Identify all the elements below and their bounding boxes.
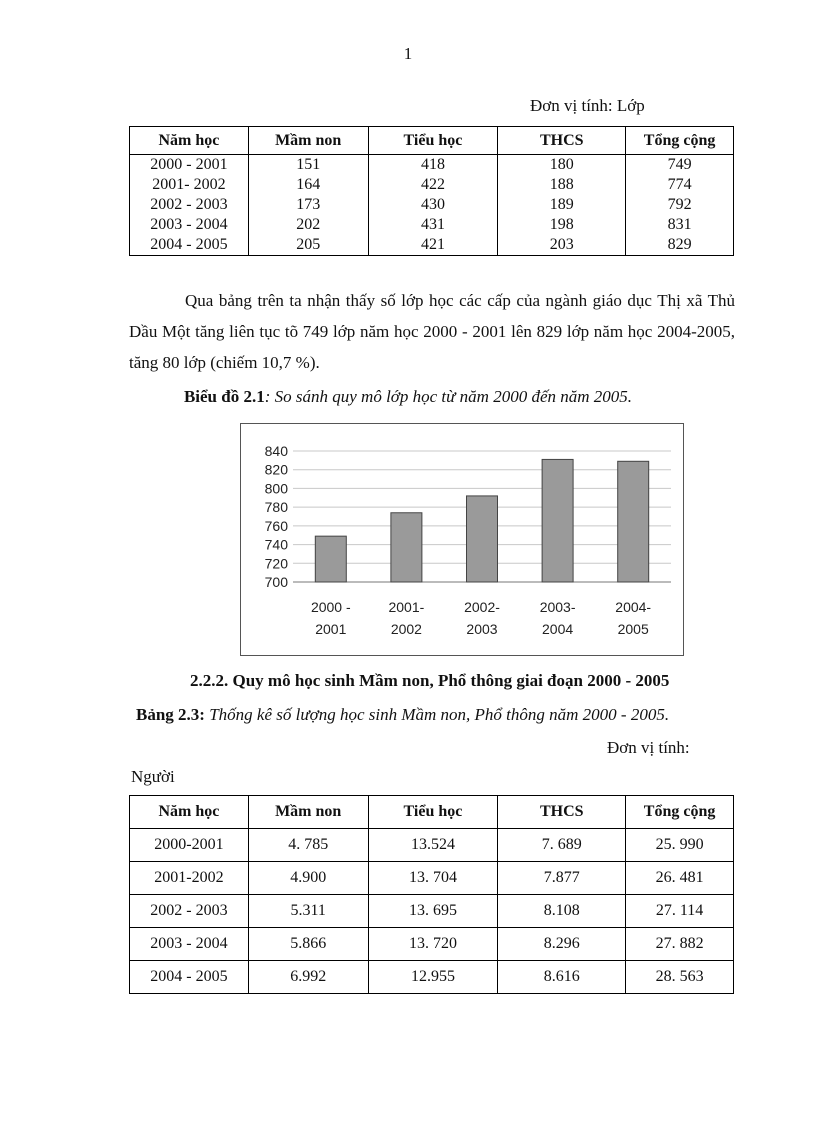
student-count-table (129, 795, 734, 994)
bar (467, 496, 498, 582)
table-cell: 5.311 (248, 895, 368, 928)
table2-caption-label: Bảng 2.3: (136, 705, 205, 724)
table-row (130, 961, 734, 994)
table-cell: 2003 - 2004 (130, 215, 249, 235)
x-tick-label: 2001 (315, 621, 347, 637)
table-row (130, 895, 734, 928)
bar (618, 461, 649, 582)
table-row (130, 175, 734, 195)
bar (315, 536, 346, 582)
section-title: 2.2.2. Quy mô học sinh Mầm non, Phổ thông giai đoạn 2000 - 2005 (190, 671, 670, 690)
table-cell: 189 (498, 195, 626, 215)
x-tick-label: 2005 (617, 621, 649, 637)
table-cell: 164 (248, 175, 368, 195)
table-cell: 12.955 (368, 961, 498, 994)
table-cell: 831 (626, 215, 734, 235)
y-tick-label: 840 (264, 443, 288, 459)
table-cell: 8.108 (498, 895, 626, 928)
table-cell: 151 (248, 155, 368, 176)
table-cell: 418 (368, 155, 498, 176)
column-header: Năm học (130, 796, 249, 829)
table-cell: 2001-2002 (130, 862, 249, 895)
table-cell: 28. 563 (626, 961, 734, 994)
table2-caption (136, 705, 669, 725)
table-cell: 7.877 (498, 862, 626, 895)
table-cell: 2000-2001 (130, 829, 249, 862)
x-tick-label: 2003- (539, 599, 576, 615)
y-tick-label: 820 (264, 461, 288, 478)
bar (542, 459, 573, 582)
table-row (130, 195, 734, 215)
column-header: Tiểu học (368, 127, 498, 155)
column-header: Tổng cộng (626, 127, 734, 155)
chart-caption (0, 387, 816, 407)
table-cell: 792 (626, 195, 734, 215)
table-cell: 422 (368, 175, 498, 195)
table2-unit: Đơn vị tính: (607, 738, 690, 757)
column-header: Năm học (130, 127, 249, 155)
column-header: THCS (498, 796, 626, 829)
x-tick-label: 2001- (388, 599, 425, 615)
table-cell: 2003 - 2004 (130, 928, 249, 961)
column-header: Tổng cộng (626, 796, 734, 829)
table-cell: 6.992 (248, 961, 368, 994)
table-cell: 5.866 (248, 928, 368, 961)
table-cell: 749 (626, 155, 734, 176)
table-cell: 203 (498, 235, 626, 256)
bar-chart-frame (240, 423, 684, 656)
table-cell: 421 (368, 235, 498, 256)
y-tick-label: 760 (264, 517, 288, 534)
table-row (130, 155, 734, 176)
table-cell: 198 (498, 215, 626, 235)
table-cell: 8.616 (498, 961, 626, 994)
table-cell: 2001- 2002 (130, 175, 249, 195)
paragraph-text: Qua bảng trên ta nhận thấy số lớp học các cấp của ngành giáo dục Thị xã Thủ Dầu Một tăng liên tục tõ 749 lớp năm học 2000 - 2001 lên 829 lớp năm học 2004-2005, tăng 80 lớp (chiếm 10,7 %). (129, 291, 735, 372)
y-tick-label: 720 (264, 555, 288, 572)
table-row (130, 235, 734, 256)
table-cell: 2002 - 2003 (130, 895, 249, 928)
table-header-row (130, 796, 734, 829)
column-header: Tiểu học (368, 796, 498, 829)
table-cell: 8.296 (498, 928, 626, 961)
table-cell: 829 (626, 235, 734, 256)
chart-caption-text: : So sánh quy mô lớp học từ năm 2000 đến năm 2005. (264, 387, 633, 406)
table-cell: 205 (248, 235, 368, 256)
column-header: THCS (498, 127, 626, 155)
table-row (130, 928, 734, 961)
table-row (130, 215, 734, 235)
page-number: 1 (403, 44, 413, 63)
y-tick-label: 780 (264, 499, 288, 516)
table-header-row (130, 127, 734, 155)
table-cell: 13. 720 (368, 928, 498, 961)
table-cell: 13.524 (368, 829, 498, 862)
table1-unit: Đơn vị tính: Lớp (530, 96, 645, 115)
table-cell: 202 (248, 215, 368, 235)
column-header: Mầm non (248, 127, 368, 155)
table-cell: 774 (626, 175, 734, 195)
column-header: Mầm non (248, 796, 368, 829)
table-cell: 4.900 (248, 862, 368, 895)
x-tick-label: 2000 - (310, 599, 351, 615)
table-cell: 188 (498, 175, 626, 195)
table-cell: 27. 114 (626, 895, 734, 928)
bar (391, 513, 422, 582)
table-cell: 2004 - 2005 (130, 961, 249, 994)
x-tick-label: 2002 (390, 621, 422, 637)
table-cell: 2004 - 2005 (130, 235, 249, 256)
class-count-table (129, 126, 734, 256)
table-cell: 7. 689 (498, 829, 626, 862)
y-tick-label: 800 (264, 480, 288, 497)
table-cell: 180 (498, 155, 626, 176)
table-cell: 2002 - 2003 (130, 195, 249, 215)
table-cell: 4. 785 (248, 829, 368, 862)
table-row (130, 862, 734, 895)
table-cell: 27. 882 (626, 928, 734, 961)
table-row (130, 829, 734, 862)
x-tick-label: 2004- (615, 599, 652, 615)
table-cell: 13. 704 (368, 862, 498, 895)
chart-caption-label: Biểu đồ 2.1 (183, 387, 265, 406)
table-cell: 26. 481 (626, 862, 734, 895)
y-tick-label: 700 (264, 574, 288, 590)
table-cell: 25. 990 (626, 829, 734, 862)
table-cell: 431 (368, 215, 498, 235)
bar-chart (241, 424, 683, 655)
table-cell: 173 (248, 195, 368, 215)
body-paragraph (129, 285, 735, 378)
table-cell: 430 (368, 195, 498, 215)
table2-unit-continued: Người (131, 767, 175, 786)
table-cell: 13. 695 (368, 895, 498, 928)
x-tick-label: 2002- (464, 599, 500, 615)
x-tick-label: 2003 (466, 621, 498, 637)
table-cell: 2000 - 2001 (130, 155, 249, 176)
x-tick-label: 2004 (542, 621, 574, 637)
table2-caption-text: Thống kê số lượng học sinh Mầm non, Phổ thông năm 2000 - 2005. (204, 705, 670, 724)
y-tick-label: 740 (264, 536, 288, 553)
